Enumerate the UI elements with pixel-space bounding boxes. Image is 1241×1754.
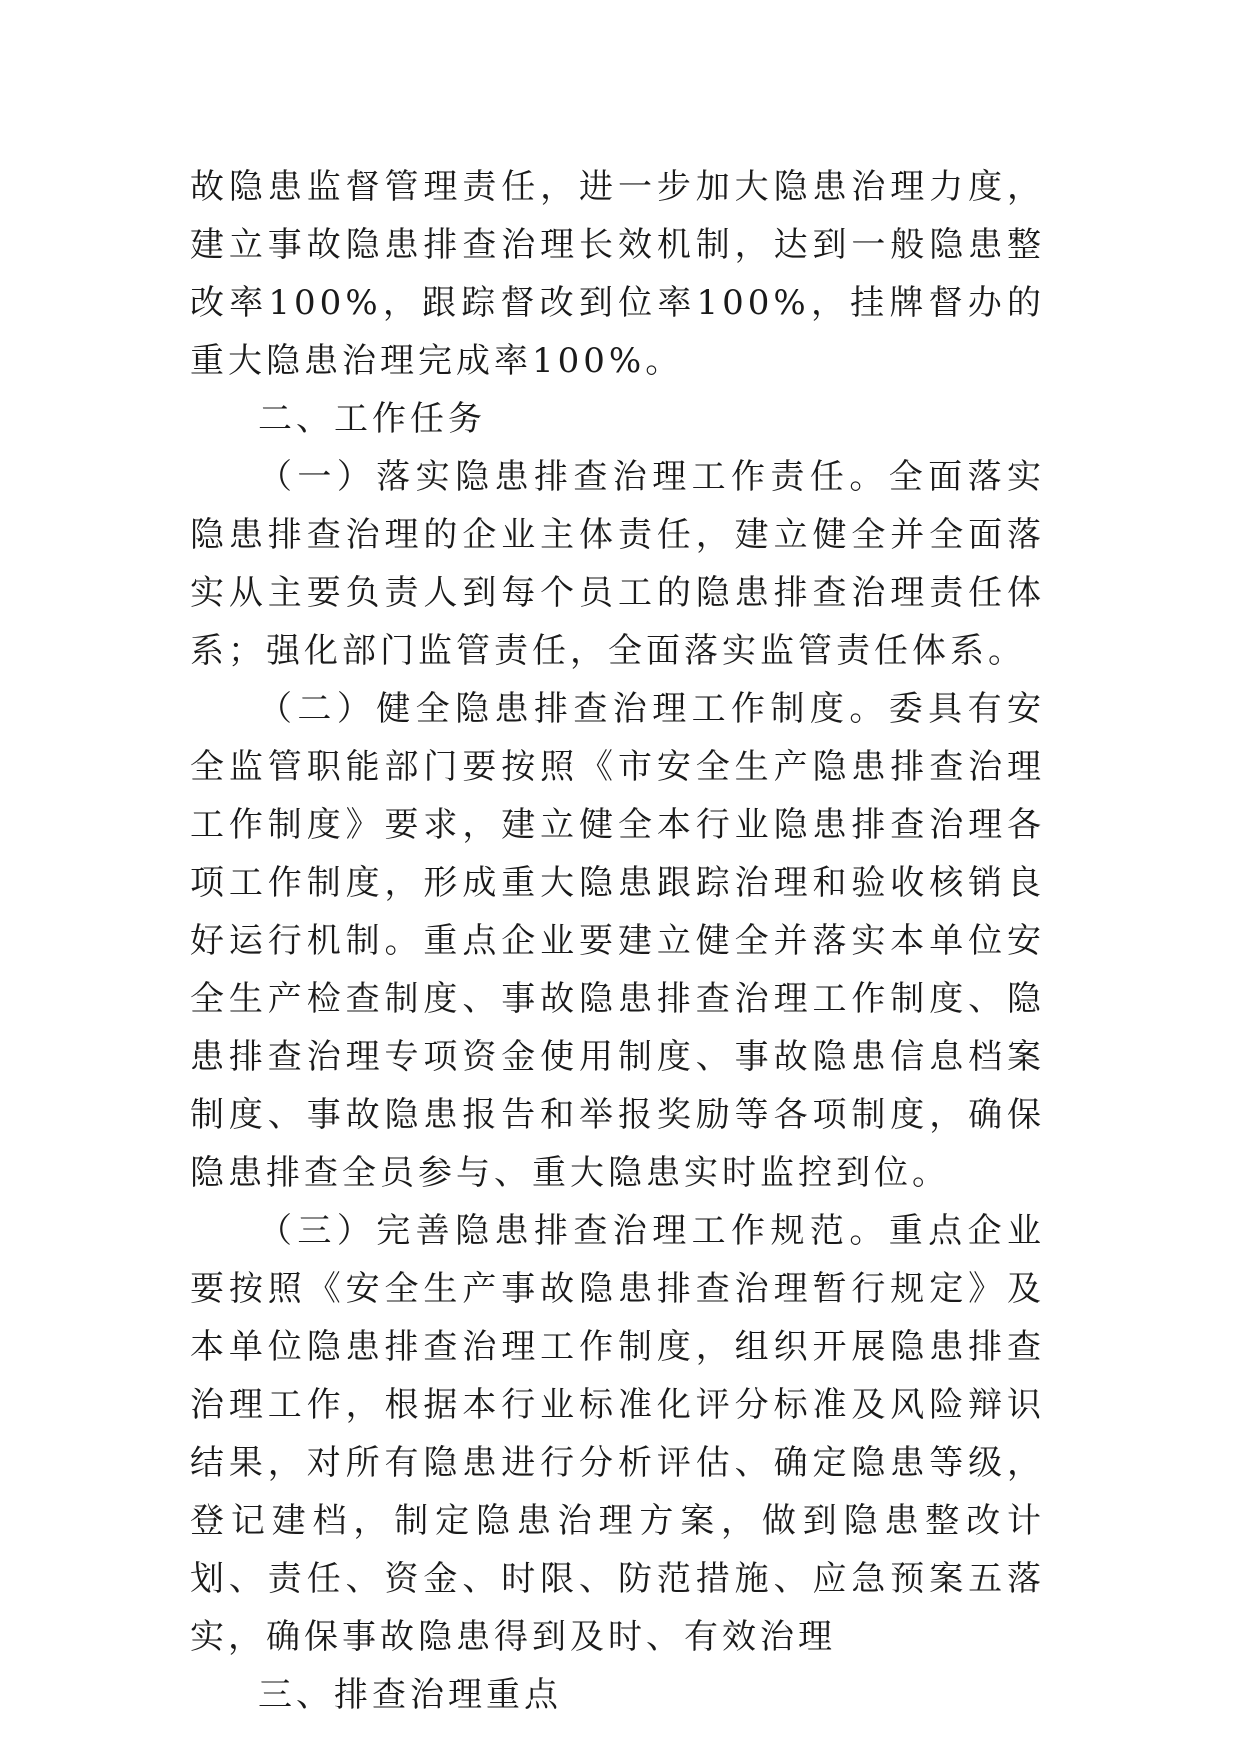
section-heading-work-tasks: 二、工作任务 [258, 399, 486, 439]
paragraph-task-3: （三）完善隐患排查治理工作规范。重点企业要按照《安全生产事故隐患排查治理暂行规定》及本单位隐患排查治理工作制度，组织开展隐患排查治理工作，根据本行业标准化评分标准及风险辩识结果，对所有隐患进行分析评估、确定隐患等级，登记建档，制定隐患治理方案，做到隐患整改计划、责任、资金、时限、防范措施、应急预案五落实，确保事故隐患得到及时、有效治理 [190, 1211, 1045, 1657]
paragraph-task-2: （二）健全隐患排查治理工作制度。委具有安全监管职能部门要按照《市安全生产隐患排查治理工作制度》要求，建立健全本行业隐患排查治理各项工作制度，形成重大隐患跟踪治理和验收核销良好运行机制。重点企业要建立健全并落实本单位安全生产检查制度、事故隐患排查治理工作制度、隐患排查治理专项资金使用制度、事故隐患信息档案制度、事故隐患报告和举报奖励等各项制度，确保隐患排查全员参与、重大隐患实时监控到位。 [190, 689, 1045, 1193]
paragraph-goal-continuation: 故隐患监督管理责任，进一步加大隐患治理力度，建立事故隐患排查治理长效机制，达到一般隐患整改率100%，跟踪督改到位率100%，挂牌督办的重大隐患治理完成率100%。 [190, 167, 1045, 381]
paragraph-task-1: （一）落实隐患排查治理工作责任。全面落实隐患排查治理的企业主体责任，建立健全并全面落实从主要负责人到每个员工的隐患排查治理责任体系；强化部门监管责任，全面落实监管责任体系。 [190, 457, 1045, 671]
document-body [190, 158, 1045, 1724]
section-heading-key-points: 三、排查治理重点 [258, 1675, 562, 1715]
